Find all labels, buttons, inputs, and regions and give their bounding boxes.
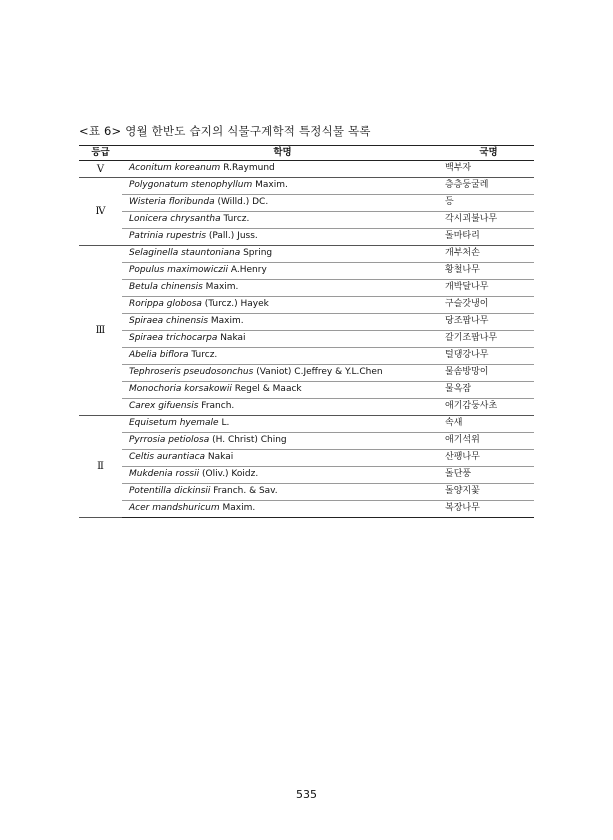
species-table — [79, 145, 534, 518]
scientific-name-cell — [122, 195, 443, 212]
author-citation: R.Raymund — [220, 163, 275, 174]
binomial-name: Abelia biflora — [129, 350, 189, 361]
author-citation: Nakai — [217, 333, 246, 344]
table-row — [79, 229, 534, 246]
korean-name-cell: 속새 — [443, 416, 534, 433]
author-citation: (Turcz.) Hayek — [201, 299, 269, 310]
binomial-name: Rorippa globosa — [129, 299, 202, 310]
author-citation: Franch. & Sav. — [210, 486, 278, 497]
binomial-name: Acer mandshuricum — [129, 503, 220, 514]
korean-name-cell: 털댕강나무 — [443, 348, 534, 365]
author-citation: (Oliv.) Koidz. — [199, 469, 259, 480]
korean-name-cell: 돌마타리 — [443, 229, 534, 246]
binomial-name: Populus maximowiczii — [129, 265, 229, 276]
binomial-name: Celtis aurantiaca — [129, 452, 206, 463]
binomial-name: Spiraea trichocarpa — [129, 333, 218, 344]
scientific-name-cell — [122, 178, 443, 195]
korean-name-cell: 등 — [443, 195, 534, 212]
scientific-name-cell — [122, 280, 443, 297]
binomial-name: Carex gifuensis — [129, 401, 199, 412]
korean-name-cell: 애기감둥사초 — [443, 399, 534, 416]
table-row — [79, 331, 534, 348]
scientific-name-cell — [122, 229, 443, 246]
korean-name-cell: 돌양지꽃 — [443, 484, 534, 501]
binomial-name: Mukdenia rossii — [129, 469, 200, 480]
author-citation: Nakai — [205, 452, 234, 463]
scientific-name-cell — [122, 467, 443, 484]
table-row — [79, 484, 534, 501]
table-row — [79, 399, 534, 416]
table-row — [79, 348, 534, 365]
author-citation: Maxim. — [219, 503, 256, 514]
korean-name-cell: 구슬갓냉이 — [443, 297, 534, 314]
scientific-name-cell — [122, 416, 443, 433]
grade-cell: Ⅱ — [79, 416, 122, 518]
korean-name-cell: 갈기조팝나무 — [443, 331, 534, 348]
table-row — [79, 433, 534, 450]
grade-cell: Ⅳ — [79, 178, 122, 246]
scientific-name-cell — [122, 348, 443, 365]
korean-name-cell: 황철나무 — [443, 263, 534, 280]
korean-name-cell: 각시괴불나무 — [443, 212, 534, 229]
author-citation: Maxim. — [202, 282, 239, 293]
binomial-name: Pyrrosia petiolosa — [129, 435, 210, 446]
grade-cell: Ⅲ — [79, 246, 122, 416]
table-row — [79, 450, 534, 467]
author-citation: Maxim. — [208, 316, 244, 327]
binomial-name: Polygonatum stenophyllum — [129, 180, 253, 191]
binomial-name: Betula chinensis — [129, 282, 203, 293]
korean-name-cell: 물옥잠 — [443, 382, 534, 399]
author-citation: (Pall.) Juss. — [206, 231, 258, 242]
table-row — [79, 297, 534, 314]
author-citation: Franch. — [198, 401, 235, 412]
author-citation: Turcz. — [220, 214, 250, 225]
author-citation: A.Henry — [228, 265, 267, 276]
scientific-name-cell — [122, 484, 443, 501]
table-row — [79, 212, 534, 229]
table-row — [79, 365, 534, 382]
author-citation: L. — [218, 418, 230, 429]
scientific-name-cell — [122, 331, 443, 348]
binomial-name: Lonicera chrysantha — [129, 214, 221, 225]
binomial-name: Aconitum koreanum — [129, 163, 221, 174]
binomial-name: Monochoria korsakowii — [129, 384, 232, 395]
header-scientific-name: 학명 — [122, 146, 443, 161]
author-citation: (H. Christ) Ching — [209, 435, 287, 446]
korean-name-cell: 개박달나무 — [443, 280, 534, 297]
korean-name-cell: 복장나무 — [443, 501, 534, 518]
table-row — [79, 178, 534, 195]
scientific-name-cell — [122, 365, 443, 382]
korean-name-cell: 개부처손 — [443, 246, 534, 263]
table-row — [79, 416, 534, 433]
korean-name-cell: 애기석위 — [443, 433, 534, 450]
author-citation: Spring — [240, 248, 273, 259]
korean-name-cell: 산팽나무 — [443, 450, 534, 467]
grade-cell: Ⅴ — [79, 161, 122, 178]
header-grade: 등급 — [79, 146, 122, 161]
scientific-name-cell — [122, 212, 443, 229]
table-header-row — [79, 146, 534, 161]
table-row — [79, 382, 534, 399]
binomial-name: Equisetum hyemale — [129, 418, 219, 429]
scientific-name-cell — [122, 399, 443, 416]
scientific-name-cell — [122, 501, 443, 518]
binomial-name: Tephroseris pseudosonchus — [129, 367, 254, 378]
page-number: 535 — [296, 788, 317, 801]
korean-name-cell: 층층둥굴레 — [443, 178, 534, 195]
scientific-name-cell — [122, 314, 443, 331]
scientific-name-cell — [122, 161, 443, 178]
table-row — [79, 246, 534, 263]
scientific-name-cell — [122, 246, 443, 263]
table-row — [79, 467, 534, 484]
binomial-name: Potentilla dickinsii — [129, 486, 211, 497]
binomial-name: Selaginella stauntoniana — [129, 248, 241, 259]
author-citation: Regel & Maack — [231, 384, 302, 395]
korean-name-cell: 돌단풍 — [443, 467, 534, 484]
author-citation: Turcz. — [188, 350, 218, 361]
binomial-name: Wisteria floribunda — [129, 197, 215, 208]
table-row — [79, 161, 534, 178]
table-row — [79, 280, 534, 297]
table-row — [79, 314, 534, 331]
scientific-name-cell — [122, 433, 443, 450]
author-citation: (Vaniot) C.Jeffrey & Y.L.Chen — [253, 367, 383, 378]
table-body — [79, 161, 534, 518]
scientific-name-cell — [122, 263, 443, 280]
table-row — [79, 501, 534, 518]
scientific-name-cell — [122, 297, 443, 314]
table-row — [79, 263, 534, 280]
author-citation: Maxim. — [252, 180, 288, 191]
binomial-name: Spiraea chinensis — [129, 316, 209, 327]
scientific-name-cell — [122, 382, 443, 399]
scientific-name-cell — [122, 450, 443, 467]
table-row — [79, 195, 534, 212]
table-caption: <표 6> 영월 한반도 습지의 식물구계학적 특정식물 목록 — [79, 124, 371, 138]
korean-name-cell: 백부자 — [443, 161, 534, 178]
korean-name-cell: 물솜방망이 — [443, 365, 534, 382]
author-citation: (Willd.) DC. — [214, 197, 269, 208]
binomial-name: Patrinia rupestris — [129, 231, 207, 242]
header-korean-name: 국명 — [443, 146, 534, 161]
korean-name-cell: 당조팝나무 — [443, 314, 534, 331]
